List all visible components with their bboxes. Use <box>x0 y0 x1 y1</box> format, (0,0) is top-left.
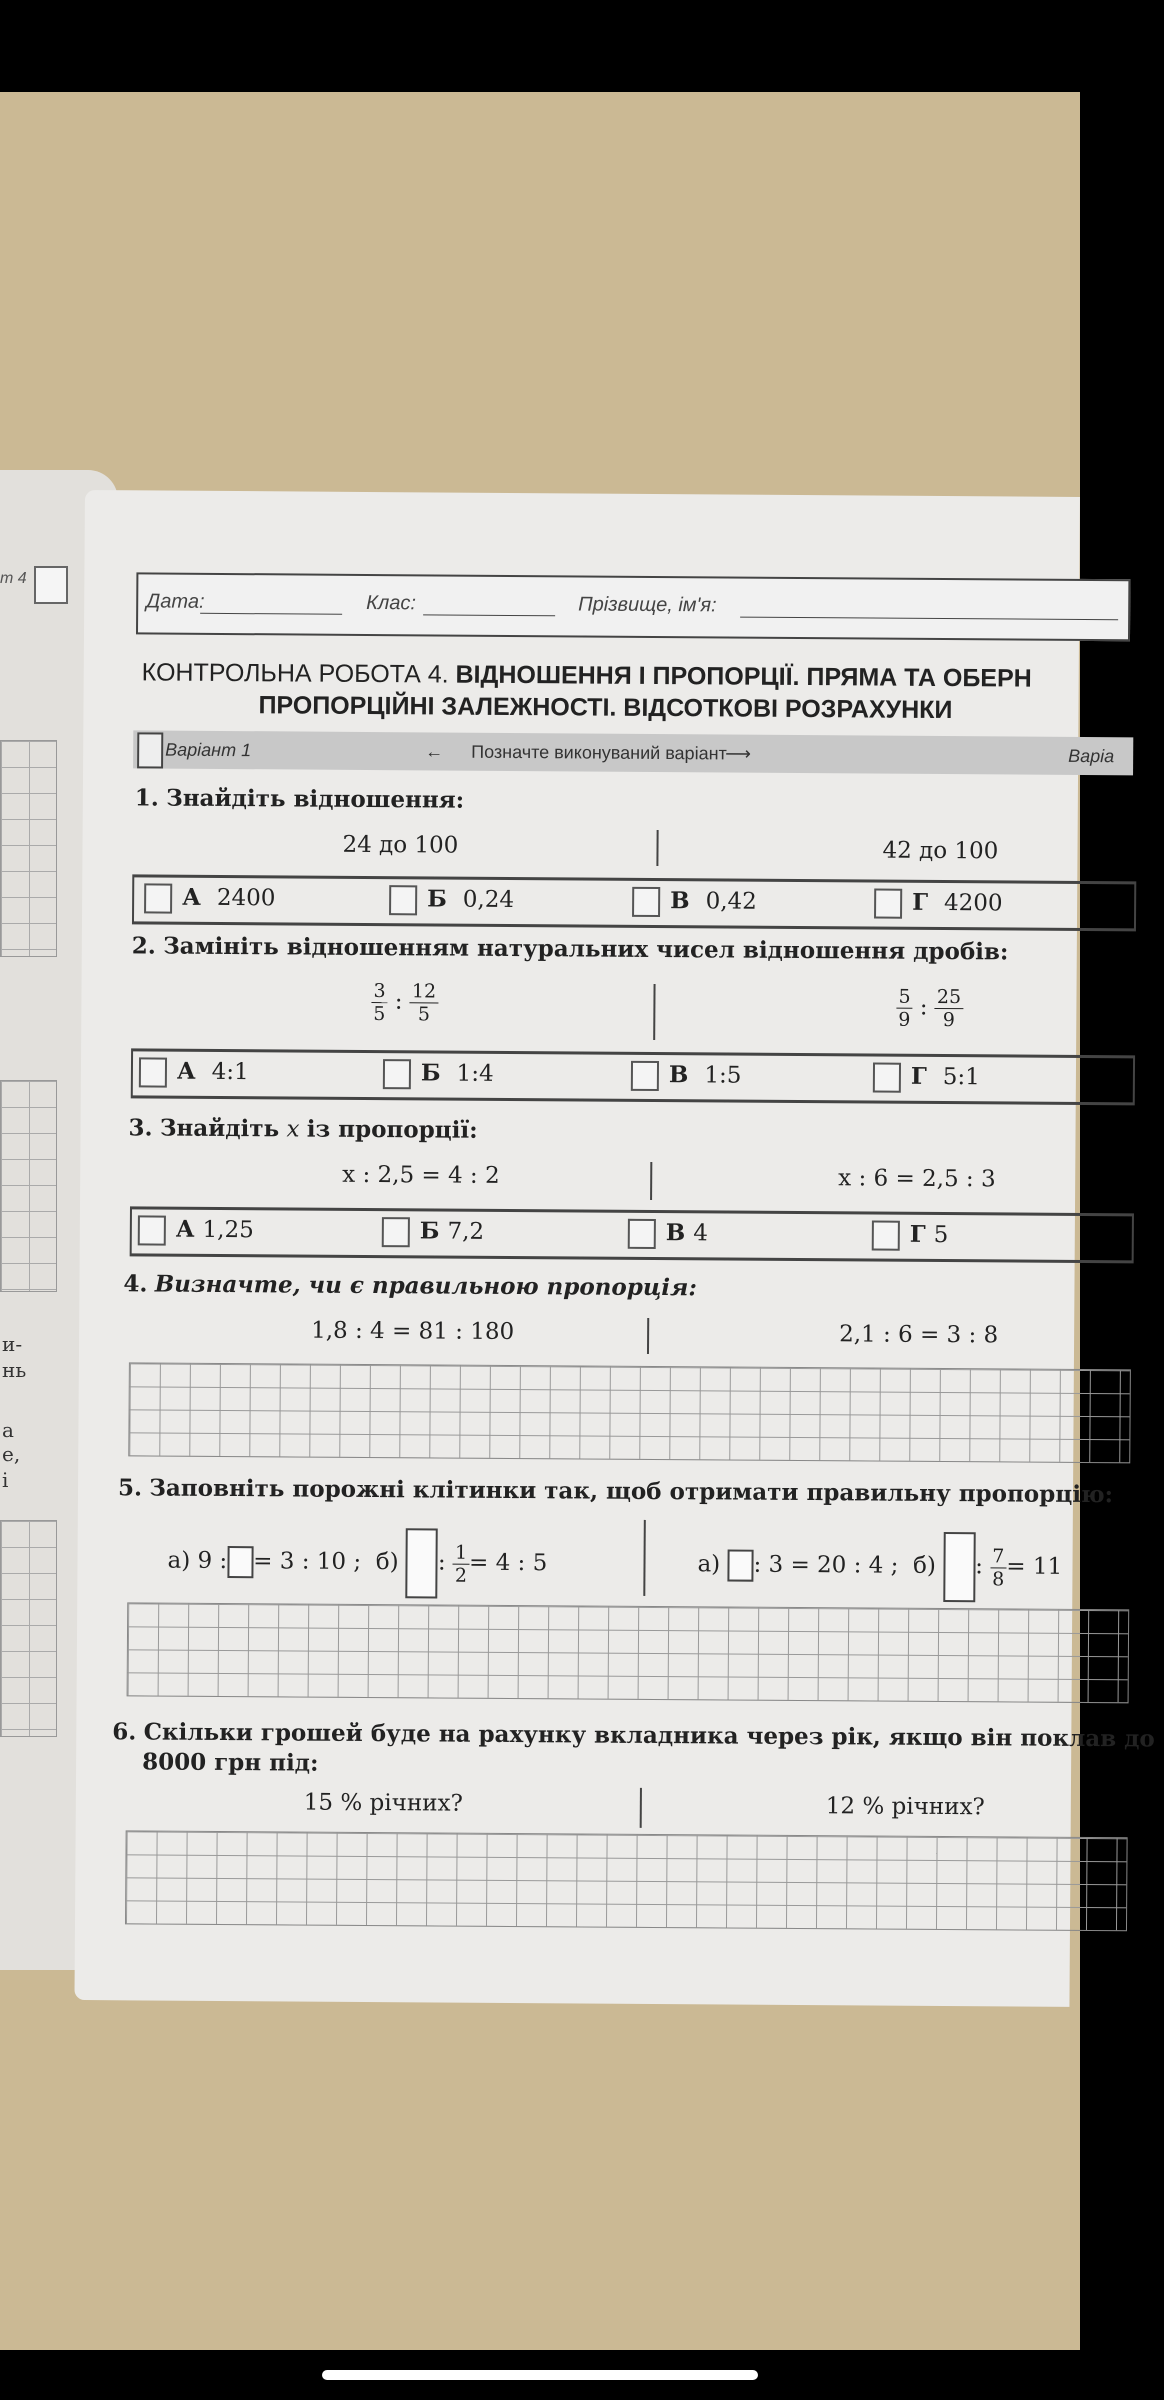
question-text: Знайдіть відношення: <box>166 784 465 814</box>
name-label: Прізвище, ім'я: <box>578 593 717 617</box>
question-text: Замініть відношенням натуральних чисел відношення дробів: <box>163 932 1009 966</box>
column-divider <box>647 1318 649 1354</box>
option-c[interactable]: В 1:5 <box>631 1061 742 1092</box>
column-divider <box>650 1162 652 1200</box>
blank-cell[interactable] <box>727 1550 753 1582</box>
q3-left-expression: x : 2,5 = 4 : 2 <box>342 1161 500 1189</box>
option-checkbox[interactable] <box>144 883 172 913</box>
q6-right-expression: 12 % річних? <box>825 1793 985 1821</box>
question-number: 3. <box>128 1114 153 1142</box>
column-divider <box>653 984 655 1040</box>
left-grid-mid <box>0 1080 57 1292</box>
column-divider <box>640 1788 642 1828</box>
option-d[interactable]: Г 5:1 <box>873 1063 980 1094</box>
question-number: 5. <box>117 1474 143 1502</box>
q2-answer-options <box>131 1048 1135 1105</box>
question-text: Скільки грошей буде на рахунку вкладника через рік, якщо він поклав до <box>143 1718 1155 1753</box>
page-title-line1 <box>142 658 1032 693</box>
q4-right-expression: 2,1 : 6 = 3 : 8 <box>839 1321 999 1349</box>
option-d[interactable]: Г 4200 <box>874 889 1003 920</box>
question-1 <box>135 784 465 813</box>
question-number: 1. <box>134 784 159 812</box>
option-checkbox[interactable] <box>139 1057 167 1087</box>
option-checkbox[interactable] <box>874 889 902 919</box>
left-text-fragment: і <box>2 1468 9 1492</box>
option-b[interactable]: Б 0,24 <box>389 885 514 916</box>
question-3 <box>128 1114 477 1143</box>
option-b[interactable]: Б 7,2 <box>382 1217 484 1248</box>
home-indicator[interactable] <box>322 2370 758 2380</box>
question-text: із пропорції: <box>306 1115 478 1144</box>
question-number: 2. <box>131 932 156 960</box>
blank-cell[interactable] <box>227 1546 253 1578</box>
left-text-fragment: е, <box>2 1442 21 1466</box>
option-checkbox[interactable] <box>628 1219 656 1249</box>
variant1-label: Варіант 1 <box>165 739 252 761</box>
class-field[interactable] <box>423 614 555 616</box>
question-variable: x <box>286 1116 300 1143</box>
option-b[interactable]: Б 1:4 <box>383 1059 494 1090</box>
column-divider <box>643 1520 646 1596</box>
q5-right-expressions: а) : 3 = 20 : 4 ; б) : $\frac{7}{8}$ = 11 <box>697 1530 1062 1603</box>
option-checkbox[interactable] <box>389 885 417 915</box>
q6-left-expression: 15 % річних? <box>303 1789 463 1817</box>
variant-selector-bar <box>133 730 1133 775</box>
q5-answer-grid[interactable] <box>127 1602 1130 1703</box>
option-checkbox[interactable] <box>872 1221 900 1251</box>
q1-right-expression: 42 до 100 <box>882 837 999 865</box>
option-checkbox[interactable] <box>631 1061 659 1091</box>
student-info-header <box>136 572 1130 641</box>
question-5 <box>118 1474 1113 1508</box>
option-c[interactable]: В 4 <box>628 1219 708 1250</box>
option-a[interactable]: А 2400 <box>144 883 276 914</box>
worksheet-page <box>74 490 1155 2007</box>
option-a[interactable]: А 1,25 <box>138 1215 254 1246</box>
q3-right-expression: x : 6 = 2,5 : 3 <box>838 1165 996 1193</box>
question-2 <box>132 932 1009 965</box>
q3-answer-options <box>130 1206 1134 1263</box>
q6-answer-grid[interactable] <box>125 1830 1128 1931</box>
question-6 <box>112 1718 1155 1752</box>
arrow-left-icon: ← <box>425 741 444 762</box>
option-checkbox[interactable] <box>138 1215 166 1245</box>
question-number: 6. <box>112 1718 137 1746</box>
left-grid-bottom <box>0 1520 57 1737</box>
page-title-line2: ПРОПОРЦІЙНІ ЗАЛЕЖНОСТІ. ВІДСОТКОВІ РОЗРАХУНКИ <box>258 691 953 725</box>
title-prefix: КОНТРОЛЬНА РОБОТА 4. <box>141 658 449 689</box>
name-field[interactable] <box>740 617 1118 621</box>
option-checkbox[interactable] <box>383 1059 411 1089</box>
left-grid-top <box>0 740 57 957</box>
left-page-header-fragment: т 4 <box>0 570 27 587</box>
q5-left-expressions: а) 9 : = 3 : 10 ; б) : $\frac{1}{2}$ = 4 : 5 <box>167 1527 547 1600</box>
left-text-fragment: и- <box>2 1332 23 1356</box>
q2-left-expression: $\frac{3}{5}$ : $\frac{12}{5}$ <box>373 980 437 1026</box>
option-d[interactable]: Г 5 <box>872 1221 949 1252</box>
class-label: Клас: <box>366 591 417 615</box>
q4-left-expression: 1,8 : 4 = 81 : 180 <box>311 1317 515 1346</box>
question-text: Заповніть порожні клітинки так, щоб отримати правильну пропорцію: <box>149 1474 1114 1509</box>
question-4 <box>123 1270 697 1301</box>
question-text: Визначте, чи є правильною пропорція: <box>154 1270 697 1302</box>
variant-hint: Позначте виконуваний варіант <box>471 741 727 764</box>
q4-answer-grid[interactable] <box>128 1362 1131 1463</box>
left-text-fragment: нь <box>2 1358 27 1382</box>
date-field[interactable] <box>200 613 342 615</box>
q2-right-expression: $\frac{5}{9}$ : $\frac{25}{9}$ <box>898 985 962 1032</box>
question-6-line2: 8000 грн під: <box>142 1748 319 1777</box>
left-page-checkbox <box>34 566 68 604</box>
option-checkbox[interactable] <box>873 1063 901 1093</box>
option-c[interactable]: В 0,42 <box>632 887 757 918</box>
date-label: Дата: <box>146 590 205 613</box>
q1-answer-options <box>132 874 1136 931</box>
blank-cell[interactable] <box>406 1528 438 1598</box>
q1-left-expression: 24 до 100 <box>342 831 459 859</box>
blank-cell[interactable] <box>943 1532 975 1602</box>
left-text-fragment: а <box>2 1418 14 1442</box>
variant1-checkbox[interactable] <box>137 732 163 768</box>
title-bold: ВІДНОШЕННЯ І ПРОПОРЦІЇ. ПРЯМА ТА ОБЕРН <box>455 660 1032 693</box>
arrow-right-icon: ⟶ <box>725 743 752 764</box>
option-checkbox[interactable] <box>382 1217 410 1247</box>
column-divider <box>656 830 658 866</box>
option-a[interactable]: А 4:1 <box>139 1057 249 1088</box>
variant2-label: Варіа <box>1068 745 1115 767</box>
question-text: Знайдіть <box>159 1114 280 1143</box>
option-checkbox[interactable] <box>632 887 660 917</box>
question-number: 4. <box>123 1270 148 1298</box>
